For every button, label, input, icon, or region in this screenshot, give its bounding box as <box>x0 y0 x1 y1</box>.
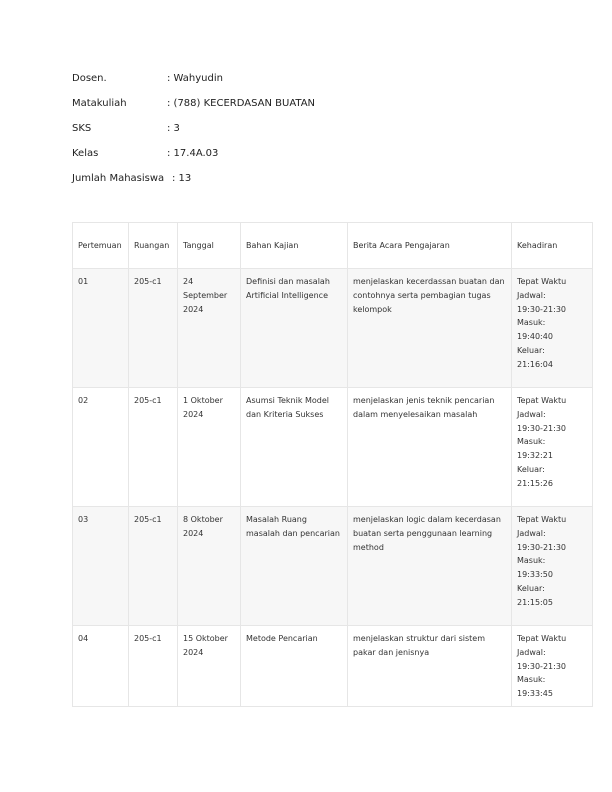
checkin-label: Masuk: <box>517 675 546 685</box>
header-tanggal: Tanggal <box>178 223 241 269</box>
cell-tanggal: 15 Oktober 2024 <box>178 626 241 707</box>
matakuliah-value: : (788) KECERDASAN BUATAN <box>167 98 316 109</box>
checkin-label: Masuk: <box>517 437 546 447</box>
schedule-label: Jadwal: <box>517 409 546 419</box>
cell-kehadiran <box>512 507 593 626</box>
schedule-time: 19:30-21:30 <box>517 542 566 552</box>
schedule-label: Jadwal: <box>517 290 546 300</box>
schedule-label: Jadwal: <box>517 647 546 657</box>
checkout-time: 21:16:04 <box>517 359 553 369</box>
sks-value: : 3 <box>167 123 180 134</box>
dosen-label: Dosen. <box>72 73 107 84</box>
schedule-time: 19:30-21:30 <box>517 304 566 314</box>
cell-berita-acara: menjelaskan jenis teknik pencarian dalam menyelesaikan masalah <box>348 388 512 507</box>
kelas-label: Kelas <box>72 148 99 159</box>
cell-bahan-kajian: Definisi dan masalah Artificial Intelligence <box>241 269 348 388</box>
header-bahan-kajian: Bahan Kajian <box>241 223 348 269</box>
checkin-time: 19:33:50 <box>517 570 553 580</box>
cell-pertemuan: 02 <box>73 388 129 507</box>
cell-berita-acara: menjelaskan struktur dari sistem pakar dan jenisnya <box>348 626 512 707</box>
jumlah-value: : 13 <box>172 173 192 184</box>
schedule-time: 19:30-21:30 <box>517 661 566 671</box>
matakuliah-label: Matakuliah <box>72 98 127 109</box>
cell-berita-acara: menjelaskan logic dalam kecerdasan buatan serta penggunaan learning method <box>348 507 512 626</box>
attendance-status: Tepat Waktu <box>517 634 567 643</box>
checkin-time: 19:33:45 <box>517 689 553 699</box>
cell-ruangan: 205-c1 <box>129 507 178 626</box>
header-kehadiran: Kehadiran <box>512 223 593 269</box>
cell-bahan-kajian: Metode Pencarian <box>241 626 348 707</box>
checkout-label: Keluar: <box>517 464 545 474</box>
cell-tanggal: 8 Oktober 2024 <box>178 507 241 626</box>
cell-kehadiran <box>512 269 593 388</box>
cell-berita-acara: menjelaskan kecerdassan buatan dan contohnya serta pembagian tugas kelompok <box>348 269 512 388</box>
dosen-value: : Wahyudin <box>167 73 223 84</box>
table-row <box>73 507 593 626</box>
sks-label: SKS <box>72 123 92 134</box>
checkin-label: Masuk: <box>517 556 546 566</box>
jumlah-label: Jumlah Mahasiswa <box>72 173 165 184</box>
cell-kehadiran <box>512 626 593 707</box>
cell-ruangan: 205-c1 <box>129 626 178 707</box>
checkout-time: 21:15:26 <box>517 478 553 488</box>
attendance-status: Tepat Waktu <box>517 277 567 286</box>
header-berita-acara: Berita Acara Pengajaran <box>348 223 512 269</box>
schedule-table <box>72 222 593 707</box>
cell-tanggal: 1 Oktober 2024 <box>178 388 241 507</box>
checkout-label: Keluar: <box>517 583 545 593</box>
checkout-time: 21:15:05 <box>517 597 553 607</box>
checkin-label: Masuk: <box>517 318 546 328</box>
cell-pertemuan: 01 <box>73 269 129 388</box>
table-row <box>73 388 593 507</box>
attendance-status: Tepat Waktu <box>517 396 567 405</box>
table-header-row <box>73 223 593 269</box>
checkin-time: 19:40:40 <box>517 332 553 342</box>
cell-pertemuan: 04 <box>73 626 129 707</box>
header-pertemuan: Pertemuan <box>73 223 129 269</box>
cell-ruangan: 205-c1 <box>129 388 178 507</box>
schedule-label: Jadwal: <box>517 528 546 538</box>
kelas-value: : 17.4A.03 <box>167 148 219 159</box>
header-ruangan: Ruangan <box>129 223 178 269</box>
table-row <box>73 269 593 388</box>
attendance-status: Tepat Waktu <box>517 515 567 524</box>
table-row <box>73 626 593 707</box>
cell-tanggal: 24 September 2024 <box>178 269 241 388</box>
cell-ruangan: 205-c1 <box>129 269 178 388</box>
checkout-label: Keluar: <box>517 345 545 355</box>
cell-bahan-kajian: Asumsi Teknik Model dan Kriteria Sukses <box>241 388 348 507</box>
cell-pertemuan: 03 <box>73 507 129 626</box>
cell-kehadiran <box>512 388 593 507</box>
cell-bahan-kajian: Masalah Ruang masalah dan pencarian <box>241 507 348 626</box>
schedule-time: 19:30-21:30 <box>517 423 566 433</box>
checkin-time: 19:32:21 <box>517 451 553 461</box>
